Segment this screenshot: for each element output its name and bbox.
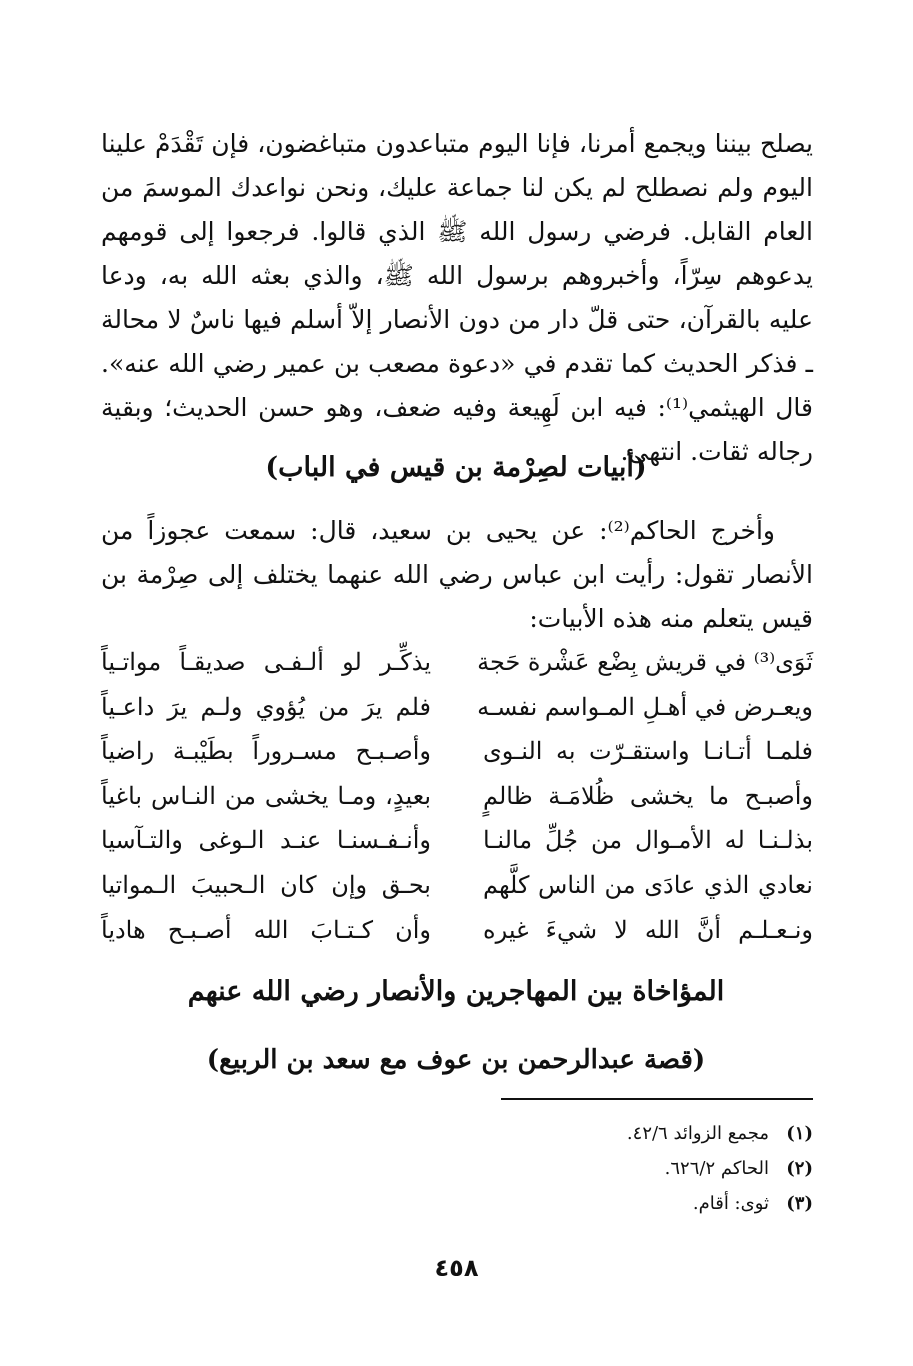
- page-number: ٤٥٨: [434, 1254, 479, 1282]
- verse-first-hemistich: نعادي الذي عادَى من الناس كلَّهم: [483, 870, 813, 899]
- poem-verse-3: [101, 729, 813, 774]
- footnote-text: مجمع الزوائد ٤٢/٦.: [626, 1123, 769, 1144]
- verse-second-hemistich: وأصـبـح مسـروراً بطَيْبـة راضياً: [101, 737, 431, 766]
- footnote-1: [413, 1116, 813, 1151]
- footnote-divider: [501, 1098, 813, 1100]
- poem-verse-6: [101, 863, 813, 908]
- footnote-3: [413, 1186, 813, 1221]
- poem-verse-4: [101, 774, 813, 819]
- footnote-text: الحاكم ٦٢٦/٢.: [664, 1158, 769, 1179]
- verse-second-hemistich: بحـق وإن كان الـحبيبَ الـمواتيا: [101, 870, 431, 899]
- body-paragraph-1: يصلح بيننا ويجمع أمرنا، فإنا اليوم متباعدون متباغضون، فإن تَقْدَمْ علينا اليوم ولم نصطلح لم يكن لنا جماعة عليك، ونحن نواعدك الموسمَ من العام القابل. فرضي رسول الله ﷺ الذي قالوا. فرجعوا إلى قومهم يدعوهم سِرّاً، وأخبروهم برسول الله ﷺ، والذي بعثه الله به، ودعا عليه بالقرآن، حتى قلّ دار من دون الأنصار إلاّ أسلم فيها ناسٌ لا محالة ـ فذكر الحديث كما تقدم في «دعوة مصعب بن عمير رضي الله عنه». قال الهيثمي⁽¹⁾: فيه ابن لَهِيعة وفيه ضعف، وهو حسن الحديث؛ وبقية رجاله ثقات. انتهى.: [101, 129, 813, 466]
- verse-first-hemistich: وأصبـح ما يخشى ظُلامَـة ظالمٍ: [483, 781, 813, 810]
- verse-second-hemistich: وأنـفـسنـا عنـد الـوغى والتـآسيا: [101, 826, 431, 855]
- verse-second-hemistich: يذكِّـر لو ألـفـى صديقـاً مواتـياً: [101, 648, 431, 676]
- poem-verses: [101, 640, 813, 950]
- poem-verse-1: [101, 640, 813, 685]
- footnote-text: ثوى: أقام.: [692, 1193, 769, 1214]
- verse-first-hemistich: ثَوَى⁽³⁾ في قريش بِضْع عَشْرة حَجة: [477, 648, 813, 676]
- footnote-number: (٢): [786, 1158, 813, 1179]
- subsection-heading-story: (قصة عبدالرحمن بن عوف مع سعد بن الربيع): [206, 1045, 706, 1075]
- poem-verse-5: [101, 818, 813, 863]
- footnote-number: (١): [786, 1123, 813, 1144]
- body-paragraph-2: وأخرج الحاكم⁽²⁾: عن يحيى بن سعيد، قال: سمعت عجوزاً من الأنصار تقول: رأيت ابن عباس رضي الله عنهما يختلف إلى صِرْمة بن قيس يتعلم منه هذه الأبيات:: [101, 516, 813, 633]
- verse-first-hemistich: ونـعـلـم أنَّ الله لا شيءَ غيره: [483, 915, 813, 944]
- verse-second-hemistich: بعيدٍ، ومـا يخشى من النـاس باغياً: [101, 781, 431, 810]
- poem-verse-2: [101, 685, 813, 730]
- section-heading-verses: (أبيات لصِرْمة بن قيس في الباب): [265, 452, 647, 483]
- verse-second-hemistich: فلم يرَ من يُؤوي ولـم يرَ داعـياً: [101, 692, 431, 721]
- poem-verse-7: [101, 908, 813, 953]
- footnotes: [413, 1116, 813, 1221]
- section-heading-brotherhood: المؤاخاة بين المهاجرين والأنصار رضي الله عنهم: [187, 976, 725, 1007]
- verse-first-hemistich: فلمـا أتـانـا واستقـرّت به النـوى: [483, 737, 813, 766]
- verse-first-hemistich: بذلـنـا له الأمـوال من جُلِّ مالنـا: [483, 826, 813, 855]
- footnote-2: [413, 1151, 813, 1186]
- verse-first-hemistich: ويعـرض في أهـلِ المـواسم نفسـه: [477, 692, 813, 721]
- verse-second-hemistich: وأن كـتـابَ الله أصـبـح هادياً: [101, 915, 431, 944]
- footnote-number: (٣): [786, 1193, 813, 1214]
